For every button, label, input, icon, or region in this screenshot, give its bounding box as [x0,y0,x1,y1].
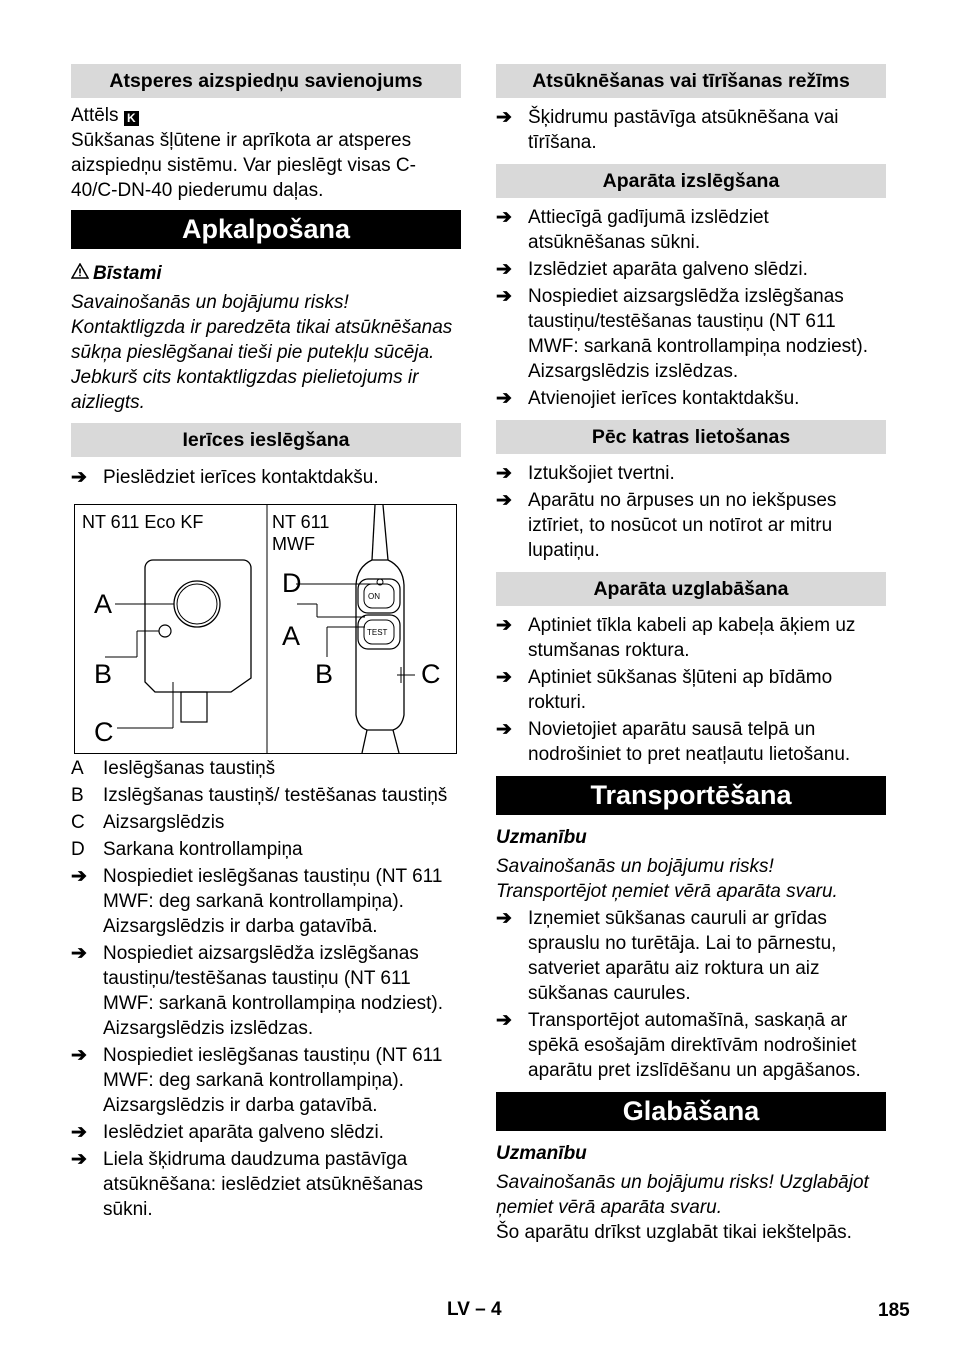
legend-item [71,810,461,835]
arrow-icon: ➔ [496,908,512,929]
list-item-text: Novietojiet aparātu sausā telpā un nodrošiniet to pret neatļautu lietošanu. [528,719,851,765]
callout-right-b: B [315,659,334,689]
list-item [496,284,886,384]
callout-right-c: C [421,659,441,689]
list-item-text: Transportējot automašīnā, saskaņā ar spēkā esošajām direktīvām nodrošiniet aparātu pret izslīdēšanu un apgāšanos. [528,1010,861,1081]
list-item [71,465,461,490]
list-item-text: Atvienojiet ierīces kontaktdakšu. [528,388,800,409]
section-heading-switch-off: Aparāta izslēgšana [496,164,886,198]
left-column [71,64,461,1222]
section-heading-device-storage: Aparāta uzglabāšana [496,572,886,606]
arrow-icon: ➔ [496,719,512,740]
arrow-icon: ➔ [496,207,512,228]
list-item [71,1043,461,1118]
list-item-text: Izslēdziet aparāta galveno slēdzi. [528,259,808,280]
legend-key: A [71,758,84,779]
figure-left-title: NT 611 Eco KF [82,512,204,532]
list-item [71,864,461,939]
caution-text: Savainošanās un bojājumu risks! Transportējot ņemiet vērā aparāta svaru. [496,856,838,902]
transport-steps [496,906,886,1083]
list-item [496,461,886,486]
arrow-icon: ➔ [496,107,512,128]
arrow-icon: ➔ [71,866,87,887]
list-item [496,257,886,282]
list-item-text: Attiecīgā gadījumā izslēdziet atsūknēšanas sūkni. [528,207,769,253]
storage-text: Šo aparātu drīkst uzglabāt tikai iekštelpās. [496,1222,852,1243]
caution-heading: Uzmanību [496,1143,587,1164]
list-item-text: Nospiediet aizsargslēdža izslēgšanas taustiņu/testēšanas taustiņu (NT 611 MWF: sarkanā kontrollampiņa nodziest). Aizsargslēdzis izslēdzas. [103,943,444,1039]
legend-key: C [71,812,85,833]
callout-left-b: B [94,659,113,689]
section-heading-after-use: Pēc katras lietošanas [496,420,886,454]
list-item-text: Nospiediet aizsargslēdža izslēgšanas taustiņu/testēšanas taustiņu (NT 611 MWF: sarkanā kontrollampiņa nodziest). Aizsargslēdzis izslēdzas. [528,286,869,382]
on-button-label: ON [368,592,380,601]
list-item [496,386,886,411]
footer-page-number: 185 [878,1300,910,1321]
section-heading-storage: Glabāšana [496,1092,886,1131]
list-item-text: Nospiediet ieslēgšanas taustiņu (NT 611 MWF: deg sarkanā kontrollampiņa). Aizsargslēdzis ir darba gatavībā. [103,1045,443,1116]
list-item [71,1120,461,1145]
section-heading-spring-clamp: Atsperes aizspiedņu savienojums [71,64,461,98]
list-item-text: Nospiediet ieslēgšanas taustiņu (NT 611 MWF: deg sarkanā kontrollampiņa). Aizsargslēdzis ir darba gatavībā. [103,866,443,937]
list-item [71,1147,461,1222]
arrow-icon: ➔ [71,1045,87,1066]
list-item [496,717,886,767]
arrow-icon: ➔ [496,667,512,688]
list-item [496,105,886,155]
legend-list [71,756,461,862]
switch-figure [74,504,457,754]
legend-text: Izslēgšanas taustiņš/ testēšanas taustiņš [103,785,448,806]
warning-text: Savainošanās un bojājumu risks! Kontaktligzda ir paredzēta tikai atsūknēšanas sūkņa pieslēgšanai tieši pie putekļu sūcēja. Jebkurš cits kontaktligzdas pielietojums ir aizliegts. [71,292,453,413]
footer-language-page [447,1297,502,1322]
list-item [496,665,886,715]
legend-item [71,783,461,808]
legend-text: Ieslēgšanas taustiņš [103,758,276,779]
warning-label: Bīstami [93,263,162,284]
warning-triangle-icon [71,261,93,286]
section-heading-switch-on: Ierīces ieslēgšana [71,423,461,457]
section-heading-operation: Apkalpošana [71,210,461,249]
footer-language: LV [447,1299,470,1320]
legend-key: B [71,785,84,806]
section-heading-transport: Transportēšana [496,776,886,815]
callout-right-a: A [282,621,301,651]
legend-key: D [71,839,85,860]
footer-local-page: – 4 [475,1299,502,1320]
caution-heading: Uzmanību [496,827,587,848]
figure-right-title-line2: MWF [272,534,315,554]
arrow-icon: ➔ [496,388,512,409]
switch-diagram [75,505,456,753]
list-item-text: Izņemiet sūkšanas cauruli ar grīdas sprauslu no turētāja. Lai to pārnestu, satveriet aparātu aiz roktura un aiz sūkšanas caurules. [528,908,837,1004]
list-item-text: Aptiniet tīkla kabeli ap kabeļa āķiem uz stumšanas roktura. [528,615,856,661]
arrow-icon: ➔ [71,1149,87,1170]
arrow-icon: ➔ [496,1010,512,1031]
arrow-icon: ➔ [496,615,512,636]
callout-left-c: C [94,717,114,747]
list-item [496,613,886,663]
warning-heading [71,261,461,286]
spring-clamp-text: Sūkšanas šļūtene ir aprīkota ar atsperes aizspiedņu sistēmu. Var pieslēgt visas C-40/C-DN-40 piederumu daļas. [71,130,416,201]
callout-left-a: A [94,589,113,619]
legend-item [71,756,461,781]
switch-off-steps [496,205,886,411]
caution-text: Savainošanās un bojājumu risks! Uzglabājot ņemiet vērā aparāta svaru. [496,1172,869,1218]
list-item-text: Ieslēdziet aparāta galveno slēdzi. [103,1122,384,1143]
legend-text: Sarkana kontrollampiņa [103,839,303,860]
legend-item [71,837,461,862]
section-heading-pumping-mode: Atsūknēšanas vai tīrīšanas režīms [496,64,886,98]
list-item-text: Pieslēdziet ierīces kontaktdakšu. [103,467,379,488]
figure-ref-text: Attēls [71,105,119,126]
arrow-icon: ➔ [71,1122,87,1143]
list-item-text: Aparātu no ārpuses un no iekšpuses iztīriet, to nosūcot un notīrot ar mitru lupatiņu. [528,490,837,561]
list-item [496,1008,886,1083]
list-item [496,205,886,255]
list-item-text: Iztukšojiet tvertni. [528,463,675,484]
right-column [496,64,886,1245]
arrow-icon: ➔ [71,467,87,488]
figure-reference [71,103,461,128]
legend-text: Aizsargslēdzis [103,812,225,833]
arrow-icon: ➔ [496,259,512,280]
callout-right-d: D [282,568,302,598]
arrow-icon: ➔ [496,463,512,484]
figure-key-badge: K [124,111,139,126]
list-item [496,906,886,1006]
list-item-text: Šķidrumu pastāvīga atsūknēšana vai tīrīšana. [528,107,839,153]
list-item-text: Liela šķidruma daudzuma pastāvīga atsūknēšana: ieslēdziet atsūknēšanas sūkni. [103,1149,424,1220]
figure-right-title-line1: NT 611 [272,512,330,532]
arrow-icon: ➔ [496,286,512,307]
list-item-text: Aptiniet sūkšanas šļūteni ap bīdāmo rokturi. [528,667,833,713]
arrow-icon: ➔ [496,490,512,511]
arrow-icon: ➔ [71,943,87,964]
list-item [496,488,886,563]
switch-on-steps [71,864,461,1222]
device-storage-steps [496,613,886,767]
list-item [71,941,461,1041]
test-button-label: TEST [367,628,388,637]
after-use-steps [496,461,886,563]
